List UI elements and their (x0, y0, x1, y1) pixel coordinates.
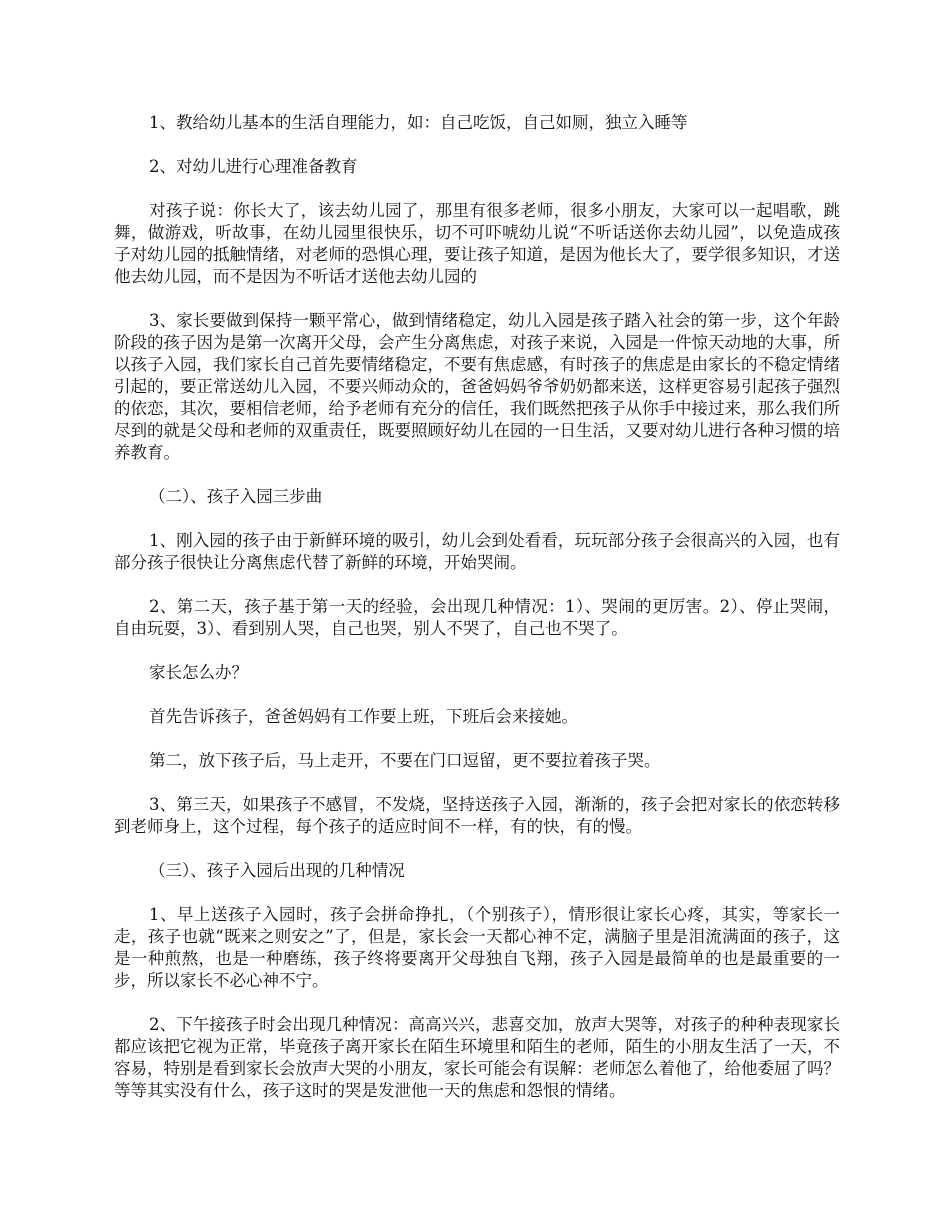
paragraph-day-one: 1、刚入园的孩子由于新鲜环境的吸引，幼儿会到处看看，玩玩部分孩子会很高兴的入园，也有部分孩子很快让分离焦虑代替了新鲜的环境，开始哭闹。 (114, 531, 840, 572)
paragraph-tell-child: 对孩子说：你长大了，该去幼儿园了，那里有很多老师，很多小朋友，大家可以一起唱歌，跳舞，做游戏，听故事，在幼儿园里很快乐，切不可吓唬幼儿说“不听话送你去幼儿园”，以免造成孩子对幼儿园的抵触情绪，对老师的恐惧心理，要让孩子知道，是因为他长大了，要学很多知识，才送他去幼儿园，而不是因为不听话才送他去幼儿园的 (114, 201, 840, 286)
paragraph-self-care: 1、教给幼儿基本的生活自理能力，如：自己吃饭，自己如厕，独立入睡等 (149, 113, 688, 132)
paragraph-parent-calm: 3、家长要做到保持一颗平常心，做到情绪稳定，幼儿入园是孩子踏入社会的第一步，这个年龄阶段的孩子因为是第一次离开父母，会产生分离焦虑，对孩子来说，入园是一件惊天动地的大事，所以孩子入园，我们家长自己首先要情绪稳定，不要有焦虑感，有时孩子的焦虑是由家长的不稳定情绪引起的，要正常送幼儿入园，不要兴师动众的，爸爸妈妈爷爷奶奶都来送，这样更容易引起孩子强烈的依恋，其次，要相信老师，给予老师有充分的信任，我们既然把孩子从你手中接过来，那么我们所尽到的就是父母和老师的双重责任，既要照顾好幼儿在园的一日生活，又要对幼儿进行各种习惯的培养教育。 (114, 311, 840, 462)
section-heading-situations: （三）、孩子入园后出现的几种情况 (149, 861, 405, 880)
paragraph-psych-prep: 2、对幼儿进行心理准备教育 (149, 157, 358, 176)
section-heading-three-steps: （二）、孩子入园三步曲 (149, 487, 323, 506)
paragraph-morning-dropoff: 1、早上送孩子入园时，孩子会拼命挣扎，（个别孩子），情形很让家长心疼，其实，等家长一走，孩子也就“既来之则安之”了，但是，家长会一天都心神不定，满脑子里是泪流满面的孩子，这是一种煎熬，也是一种磨练，孩子终将要离开父母独自飞翔，孩子入园是最简单的也是最重要的一步，所以家长不必心神不宁。 (114, 905, 840, 990)
paragraph-tell-first: 首先告诉孩子，爸爸妈妈有工作要上班，下班后会来接她。 (149, 707, 578, 726)
paragraph-day-three: 3、第三天，如果孩子不感冒，不发烧，坚持送孩子入园，渐渐的，孩子会把对家长的依恋转移到老师身上，这个过程，每个孩子的适应时间不一样，有的快，有的慢。 (114, 795, 840, 836)
paragraph-what-to-do: 家长怎么办？ (149, 663, 248, 682)
paragraph-afternoon-pickup: 2、下午接孩子时会出现几种情况：高高兴兴，悲喜交加，放声大哭等，对孩子的种种表现家长都应该把它视为正常，毕竟孩子离开家长在陌生环境里和陌生的老师，陌生的小朋友生活了一天，不容易，特别是看到家长会放声大哭的小朋友，家长可能会有误解：老师怎么着他了，给他委屈了吗？等等其实没有什么，孩子这时的哭是发泄他一天的焦虑和怨恨的情绪。 (114, 1015, 840, 1100)
paragraph-day-two: 2、第二天，孩子基于第一天的经验，会出现几种情况：1）、哭闹的更厉害。2）、停止哭闹，自由玩耍，3）、看到别人哭，自己也哭，别人不哭了，自己也不哭了。 (114, 597, 840, 638)
paragraph-leave-quickly: 第二，放下孩子后，马上走开，不要在门口逗留，更不要拉着孩子哭。 (149, 751, 661, 770)
